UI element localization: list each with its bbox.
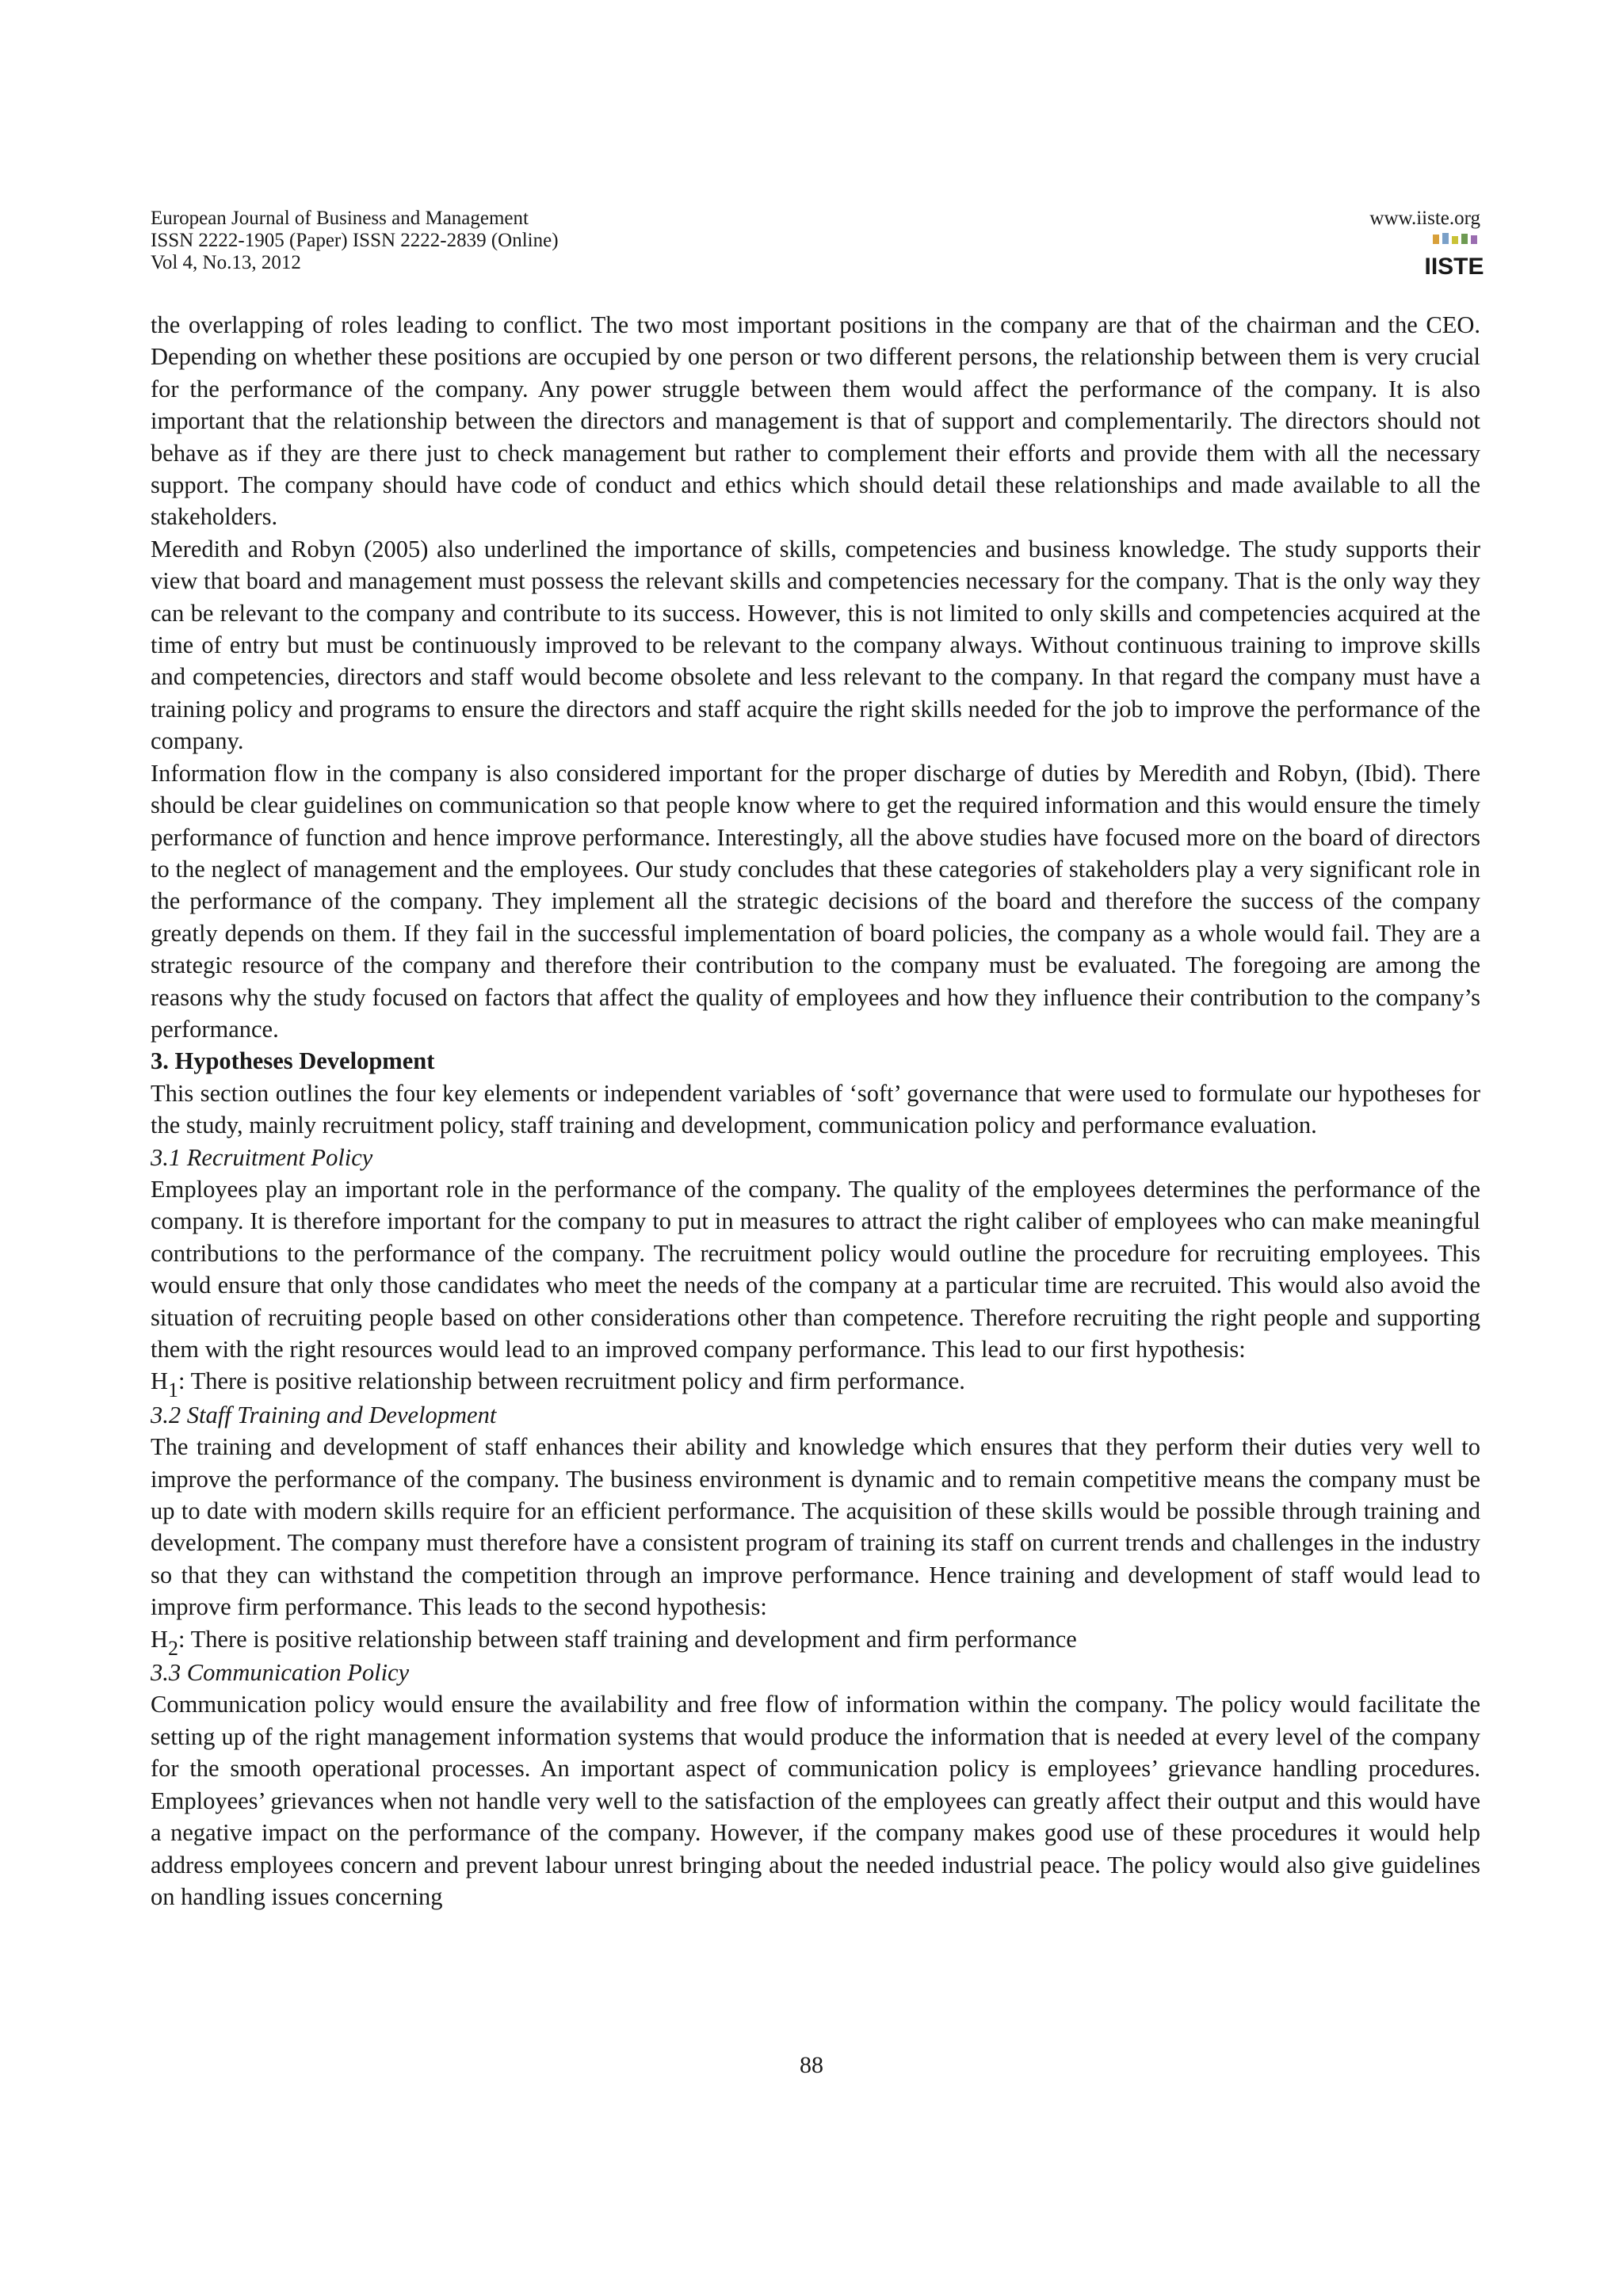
page-header bbox=[151, 208, 1484, 293]
subsection-heading: 3.1 Recruitment Policy bbox=[151, 1143, 373, 1171]
paragraph: Employees play an important role in the performance of the company. The quality of the employees determines the performance of the company. It is therefore important for the company to put in measures to attract the right caliber of employees who can make meaningful contributions to the performance of the company. The recruitment policy would outline the procedure for recruiting employees. This would ensure that only those candidates who meet the needs of the company at a particular time are recruited. This would also avoid the situation of recruiting people based on other considerations other than competence. Therefore recruiting the right people and supporting them with the right resources would lead to an improved company performance. This lead to our first hypothesis: bbox=[151, 1175, 1480, 1363]
svg-text:IISTE: IISTE bbox=[1424, 254, 1484, 280]
hypothesis-subscript: 2 bbox=[168, 1636, 179, 1660]
paragraph: Information flow in the company is also considered important for the proper discharge of duties by Meredith and Robyn, (Ibid). There should be clear guidelines on communication so that people know where to get the required information and this would ensure the timely performance of function and hence improve performance. Interestingly, all the above studies have focused more on the board of directors to the neglect of management and the employees. Our study concludes that these categories of stakeholders play a very significant role in the performance of the company. They implement all the strategic decisions of the board and therefore the success of the company greatly depends on them. If they fail in the successful implementation of board policies, the company as a whole would fail. They are a strategic resource of the company and therefore their contribution to the company must be evaluated. The foregoing are among the reasons why the study focused on factors that affect the quality of employees and how they influence their contribution to the company’s performance. bbox=[151, 759, 1480, 1043]
article-body bbox=[151, 309, 1480, 1913]
journal-url[interactable]: www.iiste.org bbox=[1369, 208, 1480, 229]
paragraph: the overlapping of roles leading to conflict. The two most important positions in the company are that of the chairman and the CEO. Depending on whether these positions are occupied by one person or two different persons, the relationship between them is very crucial for the performance of the company. Any power struggle between them would affect the performance of the company. It is also important that the relationship between the directors and management is that of support and complementarily. The directors should not behave as if they are there just to check management but rather to complement their efforts and provide them with all the necessary support. The company should have code of conduct and ethics which should detail these relationships and made available to all the stakeholders. bbox=[151, 311, 1480, 531]
journal-volume: Vol 4, No.13, 2012 bbox=[151, 252, 301, 273]
hypothesis-text: : There is positive relationship between staff training and development and firm performance bbox=[178, 1625, 1077, 1653]
hypothesis-letter: H bbox=[151, 1367, 169, 1395]
iiste-logo-icon bbox=[1424, 231, 1484, 280]
paragraph: Communication policy would ensure the availability and free flow of information within the company. The policy would facilitate the setting up of the right management information systems that would produce the information that is needed at every level of the company for the smooth operational processes. An important aspect of communication policy is employees’ grievance handling procedures. Employees’ grievances when not handle very well to the satisfaction of the employees can greatly affect their output and this would have a negative impact on the performance of the company. However, if the company makes good use of these procedures it would help address employees concern and prevent labour unrest bringing about the needed industrial peace. The policy would also give guidelines on handling issues concerning bbox=[151, 1691, 1480, 1910]
journal-issn: ISSN 2222-1905 (Paper) ISSN 2222-2839 (Online) bbox=[151, 230, 559, 251]
hypothesis-2 bbox=[151, 1623, 1480, 1660]
journal-info bbox=[151, 208, 559, 274]
hypothesis-1 bbox=[151, 1365, 1480, 1402]
paragraph: The training and development of staff enhances their ability and knowledge which ensures that they perform their duties very well to improve the performance of the company. The business environment is dynamic and to remain competitive means the company must be up to date with modern skills require for an efficient performance. The acquisition of these skills would be possible through training and development. The company must therefore have a consistent program of training its staff on current trends and challenges in the industry so that they can withstand the competition through an improve performance. Hence training and development of staff would lead to improve firm performance. This leads to the second hypothesis: bbox=[151, 1433, 1480, 1621]
hypothesis-subscript: 1 bbox=[168, 1379, 179, 1402]
paragraph: This section outlines the four key elements or independent variables of ‘soft’ governance that were used to formulate our hypotheses for the study, mainly recruitment policy, staff training and development, communication policy and performance evaluation. bbox=[151, 1079, 1480, 1139]
section-heading: 3. Hypotheses Development bbox=[151, 1047, 435, 1075]
subsection-heading: 3.3 Communication Policy bbox=[151, 1659, 410, 1687]
paragraph: Meredith and Robyn (2005) also underlined the importance of skills, competencies and business knowledge. The study supports their view that board and management must possess the relevant skills and competencies necessary for the company. That is the only way they can be relevant to the company and contribute to its success. However, this is not limited to only skills and competencies acquired at the time of entry but must be continuously improved to be relevant to the company always. Without continuous training to improve skills and competencies, directors and staff would become obsolete and less relevant to the company. In that regard the company must have a training policy and programs to ensure the directors and staff acquire the right skills needed for the job to improve the performance of the company. bbox=[151, 535, 1480, 755]
page-number: 88 bbox=[800, 2052, 823, 2078]
subsection-heading: 3.2 Staff Training and Development bbox=[151, 1401, 497, 1428]
journal-title: European Journal of Business and Management bbox=[151, 208, 529, 229]
hypothesis-text: : There is positive relationship between recruitment policy and firm performance. bbox=[178, 1367, 965, 1395]
hypothesis-letter: H bbox=[151, 1625, 169, 1653]
